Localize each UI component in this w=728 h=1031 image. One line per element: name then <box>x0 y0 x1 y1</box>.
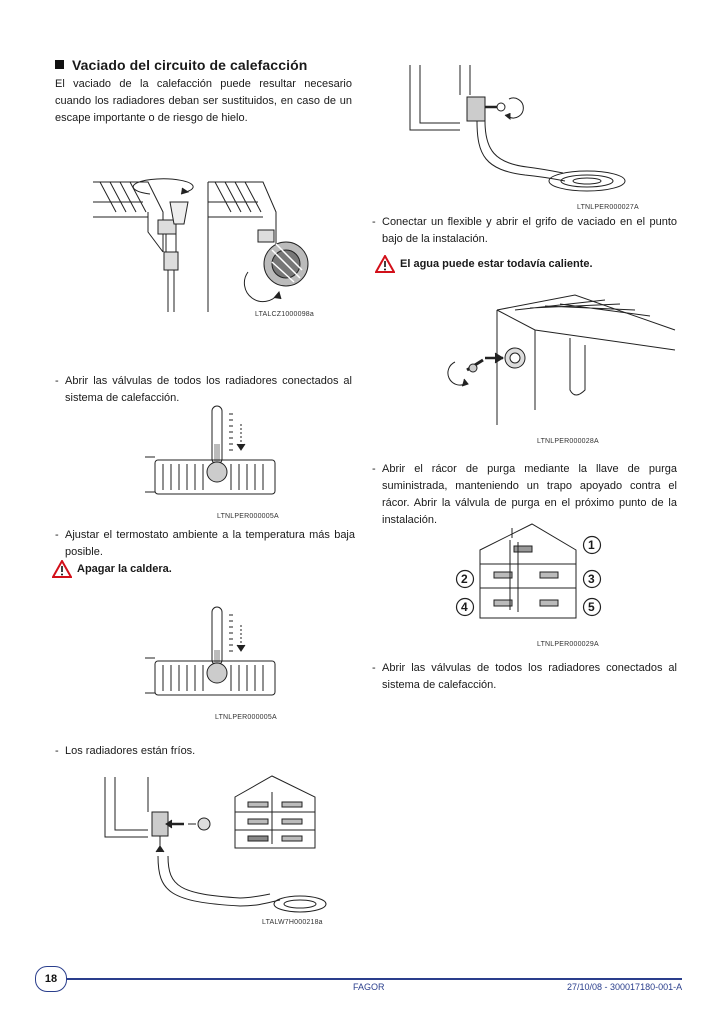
step-text: Ajustar el termostato ambiente a la temperatura más baja posible. <box>65 529 355 558</box>
section-title-text: Vaciado del circuito de calefacción <box>72 57 308 73</box>
step-text: Abrir las válvulas de todos los radiadores conectados al sistema de calefacción. <box>382 662 677 691</box>
step-text: Los radiadores están fríos. <box>65 745 196 757</box>
warning-hot-water <box>375 258 675 278</box>
warning-text: El agua puede estar todavía caliente. <box>400 258 593 270</box>
figure-code: LTNLPER000027A <box>577 204 639 211</box>
step-open-valves-2: - Abrir las válvulas de todos los radiadores conectados al sistema de calefacción. <box>372 660 677 694</box>
thermostat-radiator-illustration-2 <box>145 605 285 705</box>
intro-paragraph: El vaciado de la calefacción puede resultar necesario cuando los radiadores deban ser sustituidos, en caso de un escape importante o de riesgo de hielo. <box>55 78 352 124</box>
warning-icon <box>52 560 72 578</box>
step-text: Abrir las válvulas de todos los radiadores conectados al sistema de calefacción. <box>65 375 352 404</box>
footer-brand: FAGOR <box>353 982 385 992</box>
step-set-thermostat: - Ajustar el termostato ambiente a la temperatura más baja posible. <box>55 527 355 561</box>
radiator-valve-illustration <box>88 172 328 322</box>
step-connect-hose: - Conectar un flexible y abrir el grifo de vaciado en el punto bajo de la instalación. <box>372 214 677 248</box>
figure-code: LTNLPER000005A <box>217 513 279 520</box>
footer-reference: 27/10/08 - 300017180-001-A <box>567 982 683 992</box>
warning-icon <box>375 255 395 273</box>
warning-text: Apagar la caldera. <box>77 563 172 575</box>
warning-turn-off-boiler <box>52 563 252 583</box>
footer-rule <box>60 978 682 980</box>
hose-connection-illustration <box>405 55 635 195</box>
figure-code: LTALCZ1000098a <box>255 311 314 318</box>
drain-valve-illustration <box>100 772 330 922</box>
step-open-bleed: - Abrir el rácor de purga mediante la llave de purga suministrada, manteniendo un trapo apoyado contra el rácor. Abrir la válvula de purga en el próximo punto de la instalación. <box>372 461 677 529</box>
step-text: Conectar un flexible y abrir el grifo de vaciado en el punto bajo de la instalación. <box>382 216 677 245</box>
bleed-valve-illustration <box>435 290 675 430</box>
step-radiators-cold: - Los radiadores están fríos. <box>55 743 352 760</box>
page-number: 18 <box>35 966 67 992</box>
thermostat-radiator-illustration <box>145 404 285 504</box>
figure-code: LTNLPER000028A <box>537 438 599 445</box>
figure-code: LTNLPER000005A <box>215 714 277 721</box>
figure-code: LTALW7H000218a <box>262 919 323 926</box>
section-title <box>55 57 307 73</box>
bullet-square-icon <box>55 60 64 69</box>
figure-code: LTNLPER000029A <box>537 641 599 648</box>
step-text: Abrir el rácor de purga mediante la llave de purga suministrada, manteniendo un trapo apoyado contra el rácor. Abrir la válvula de purga en el próximo punto de la instalación. <box>382 463 677 526</box>
step-open-valves: - Abrir las válvulas de todos los radiadores conectados al sistema de calefacción. <box>55 373 352 407</box>
